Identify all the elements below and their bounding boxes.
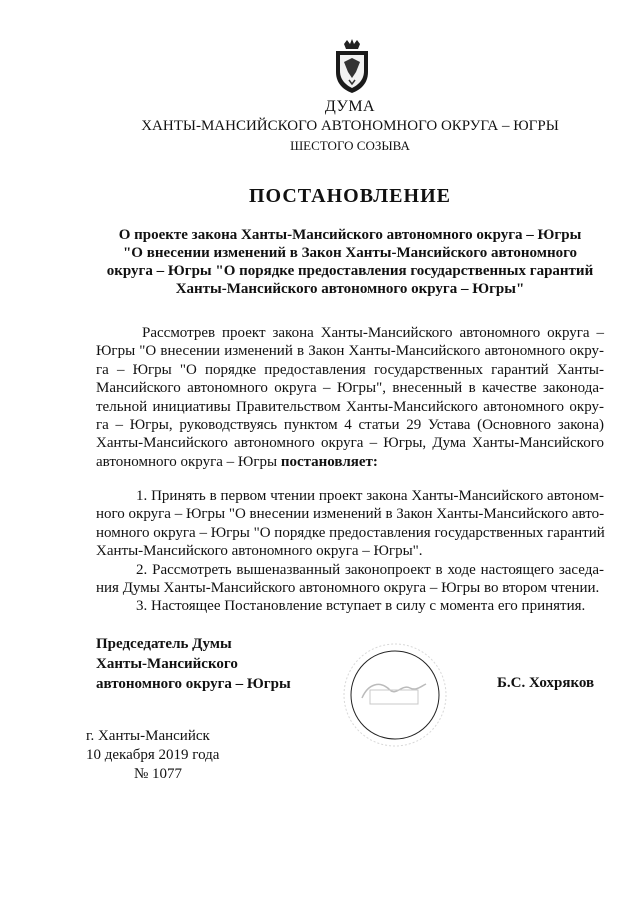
subject-line: "О внесении изменений в Закон Ханты-Мансийского автономного xyxy=(122,245,578,261)
resolution-verb: постановляет: xyxy=(280,453,378,470)
document-title: ПОСТАНОВЛЕНИЕ xyxy=(249,185,451,207)
header-duma: ДУМА xyxy=(324,98,376,115)
resolution-items xyxy=(96,487,604,616)
place-date: 10 декабря 2019 года xyxy=(86,747,220,763)
position-line: Ханты-Мансийского xyxy=(96,656,238,672)
signatory-name: Б.С. Хохряков xyxy=(497,675,595,691)
item-line: 1. Принять в первом чтении проект закона Ханты-Мансийского автоном- xyxy=(136,488,604,504)
document-subject xyxy=(95,226,605,298)
seal-stamp-icon xyxy=(340,640,450,750)
place-date-number xyxy=(86,727,219,784)
item-line: Ханты-Мансийского автономного округа – Югры". xyxy=(96,543,423,560)
intro-line: Югры "О внесении изменений в Закон Ханты-Мансийского автономного окру- xyxy=(96,343,604,360)
intro-paragraph xyxy=(96,324,604,471)
subject-line: О проекте закона Ханты-Мансийского автономного округа – Югры xyxy=(118,227,582,243)
intro-line: автономного округа – Югры xyxy=(96,453,281,470)
item-line: номного округа – Югры "О порядке предоставления государственных гарантий xyxy=(96,524,605,541)
position-line: автономного округа – Югры xyxy=(96,676,291,692)
document-number: № 1077 xyxy=(134,766,183,782)
intro-line: га – Югры, руководствуясь пунктом 4 статьи 29 Устава (Основного закона) xyxy=(96,417,604,434)
intro-last-line xyxy=(96,453,604,471)
subject-line: округа – Югры "О порядке предоставления государственных гарантий xyxy=(106,263,594,279)
coat-of-arms-icon xyxy=(330,38,374,94)
position-line: Председатель Думы xyxy=(96,636,232,652)
signatory-position xyxy=(96,634,291,694)
item-line: 3. Настоящее Постановление вступает в силу с момента его принятия. xyxy=(136,598,586,615)
intro-line: тельной инициативы Правительством Ханты-Мансийского автономного окру- xyxy=(96,398,604,415)
intro-line: Рассмотрев проект закона Ханты-Мансийского автономного округа – xyxy=(142,325,604,341)
intro-line: Ханты-Мансийского автономного округа – Югры, Дума Ханты-Мансийского xyxy=(96,435,604,452)
item-line: 2. Рассмотреть вышеназванный законопроект в ходе настоящего заседа- xyxy=(136,561,604,578)
header-okrug: ХАНТЫ-МАНСИЙСКОГО АВТОНОМНОГО ОКРУГА – ЮГРЫ xyxy=(141,118,559,134)
place-city: г. Ханты-Мансийск xyxy=(86,728,210,744)
item-line: ния Думы Ханты-Мансийского автономного округа – Югры во втором чтении. xyxy=(96,580,600,597)
header-convocation: ШЕСТОГО СОЗЫВА xyxy=(290,138,410,153)
subject-line: Ханты-Мансийского автономного округа – Югры" xyxy=(175,281,525,297)
intro-line: Мансийского автономного округа – Югры", внесенный в качестве законода- xyxy=(96,380,604,397)
intro-line: га – Югры "О порядке предоставления государственных гарантий Ханты- xyxy=(96,361,604,378)
item-line: ного округа – Югры "О внесении изменений в Закон Ханты-Мансийского авто- xyxy=(96,506,605,523)
